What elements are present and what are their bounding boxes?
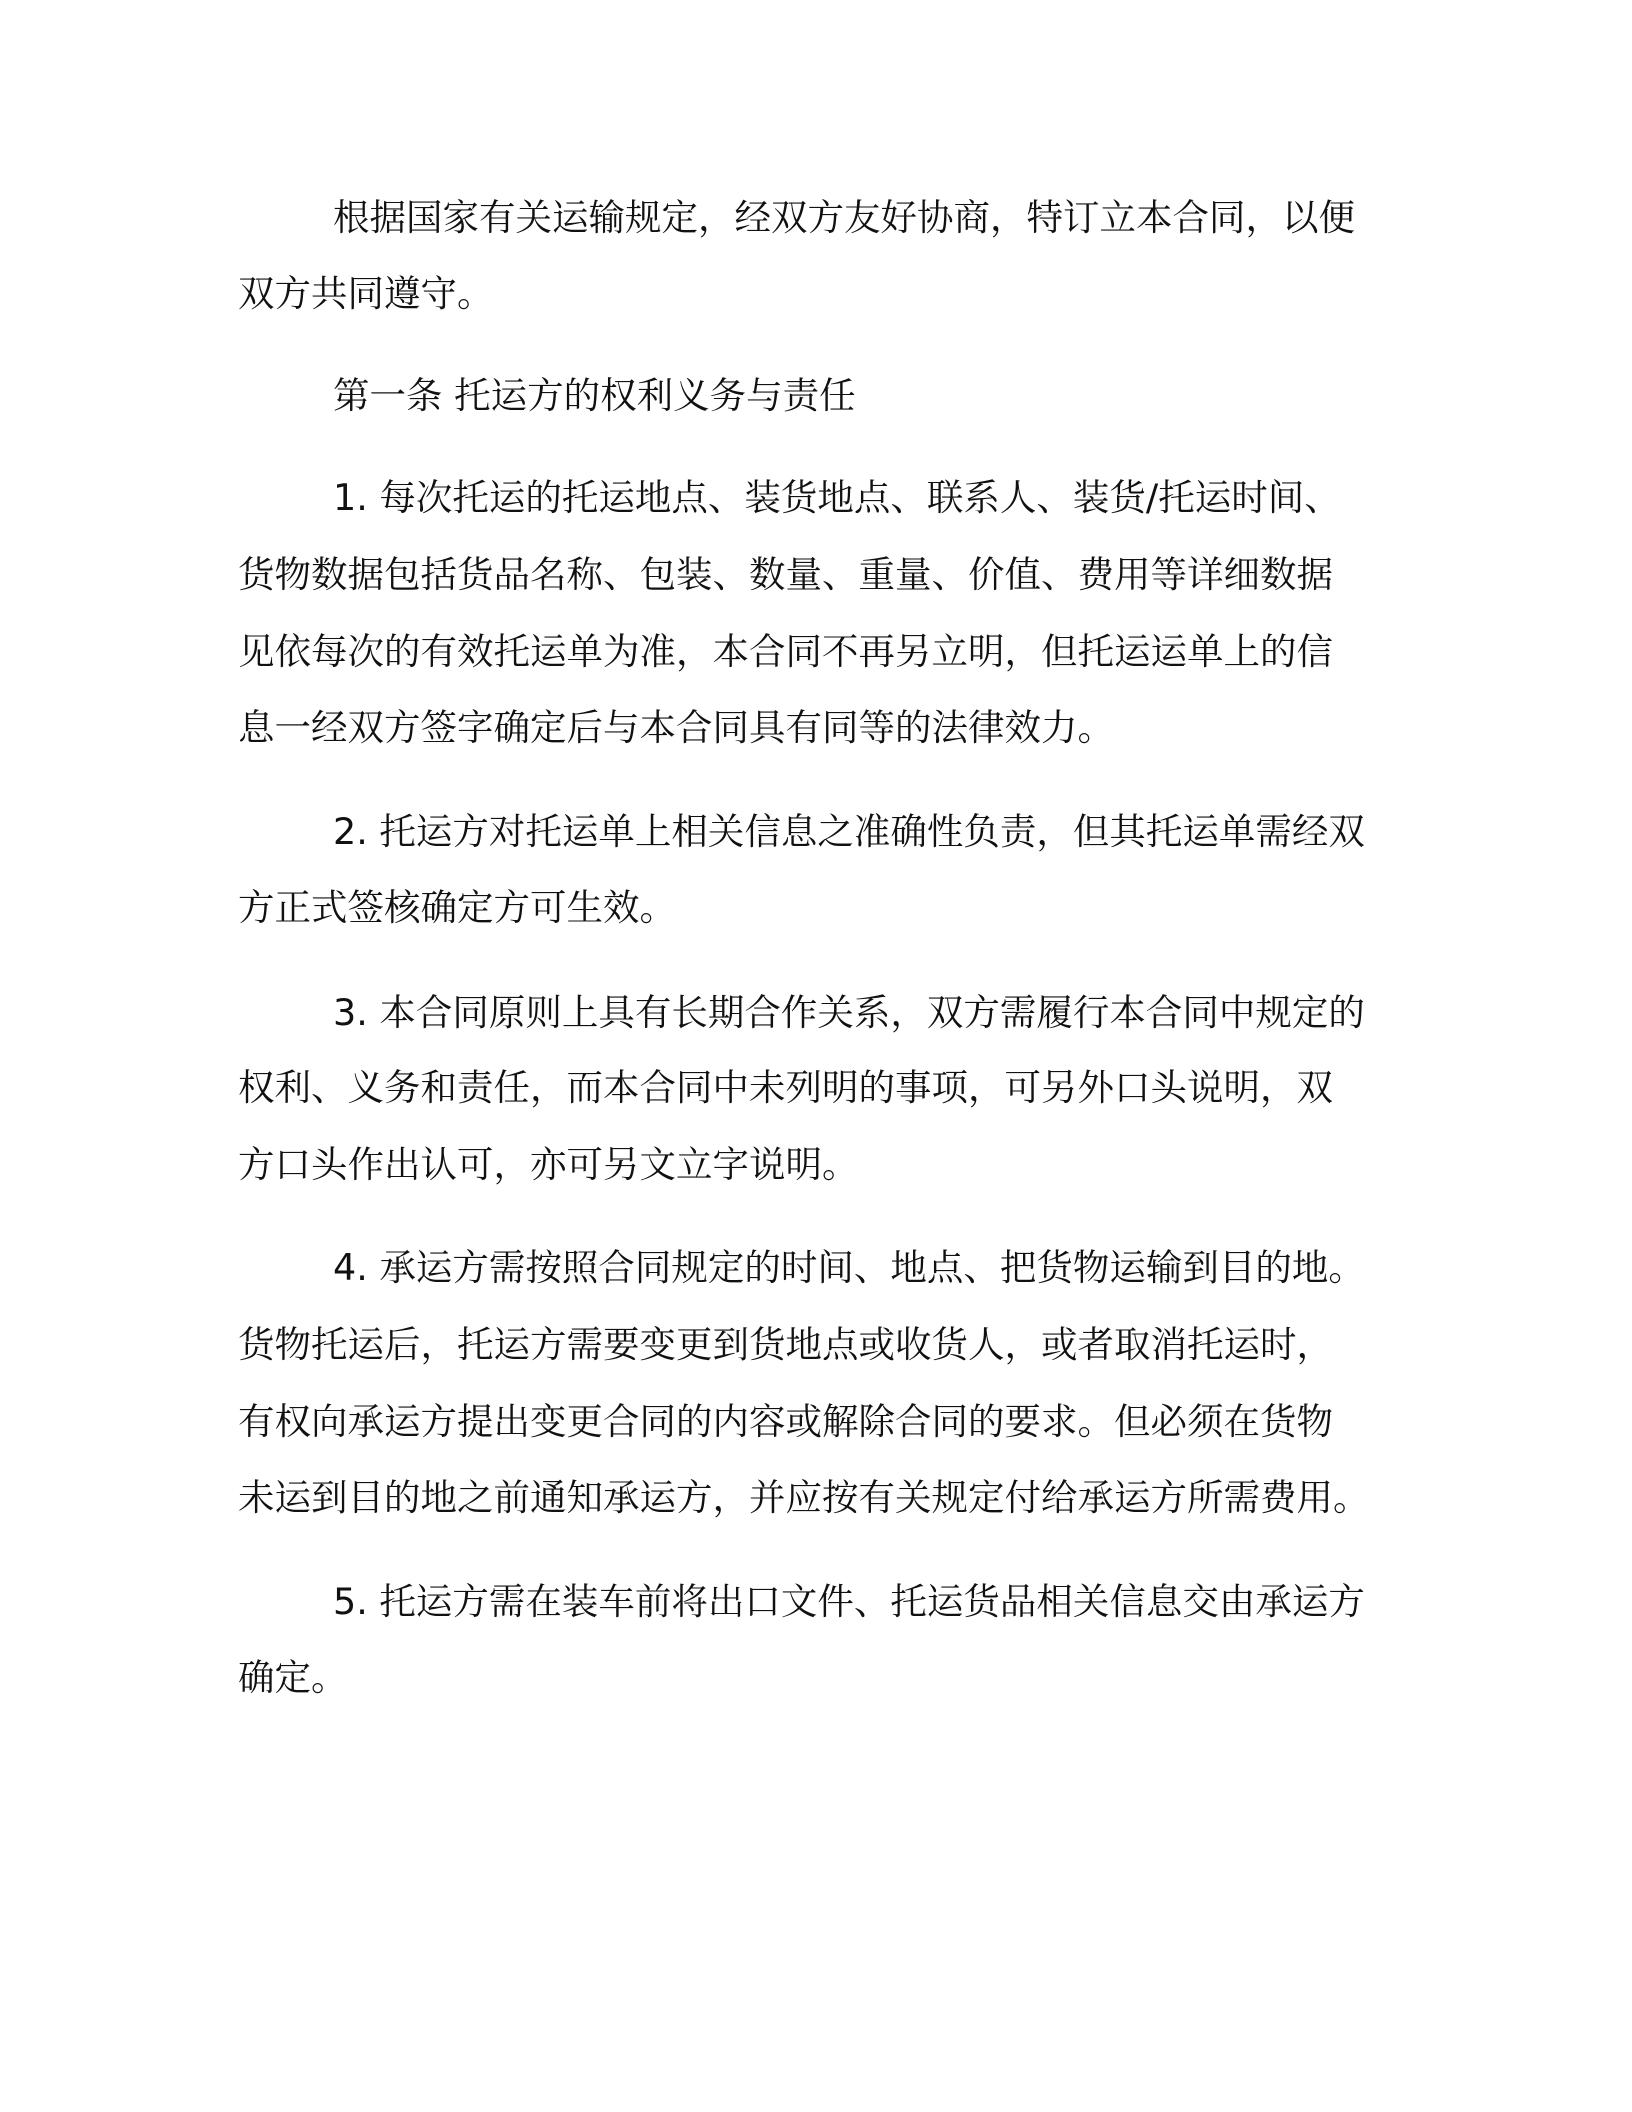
text-line: 权利、义务和责任，而本合同中未列明的事项，可另外口头说明，双 [238,1066,1333,1109]
text-line: 方口头作出认可，亦可另文立字说明。 [238,1143,859,1186]
text-line: 方正式签核确定方可生效。 [238,886,676,929]
text-line: 货物托运后，托运方需要变更到货地点或收货人，或者取消托运时， [238,1323,1333,1366]
text-line: 息一经双方签字确定后与本合同具有同等的法律效力。 [238,706,1114,749]
text-line: 有权向承运方提出变更合同的内容或解除合同的要求。但必须在货物 [238,1400,1333,1443]
text-line: 2. 托运方对托运单上相关信息之准确性负责，但其托运单需经双 [333,810,1365,853]
text-line: 见依每次的有效托运单为准，本合同不再另立明，但托运运单上的信 [238,630,1333,673]
text-line: 确定。 [238,1656,348,1699]
article-heading: 第一条 托运方的权利义务与责任 [333,374,856,417]
text-line: 1. 每次托运的托运地点、装货地点、联系人、装货/托运时间、 [333,476,1341,519]
text-line: 双方共同遵守。 [238,272,494,315]
text-line: 3. 本合同原则上具有长期合作关系，双方需履行本合同中规定的 [333,991,1365,1034]
text-line: 根据国家有关运输规定，经双方友好协商，特订立本合同，以便 [333,196,1355,239]
text-line: 未运到目的地之前通知承运方，并应按有关规定付给承运方所需费用。 [238,1476,1370,1519]
text-line: 4. 承运方需按照合同规定的时间、地点、把货物运输到目的地。 [333,1246,1365,1289]
text-line: 货物数据包括货品名称、包装、数量、重量、价值、费用等详细数据 [238,553,1333,596]
text-line: 5. 托运方需在装车前将出口文件、托运货品相关信息交由承运方 [333,1580,1365,1623]
